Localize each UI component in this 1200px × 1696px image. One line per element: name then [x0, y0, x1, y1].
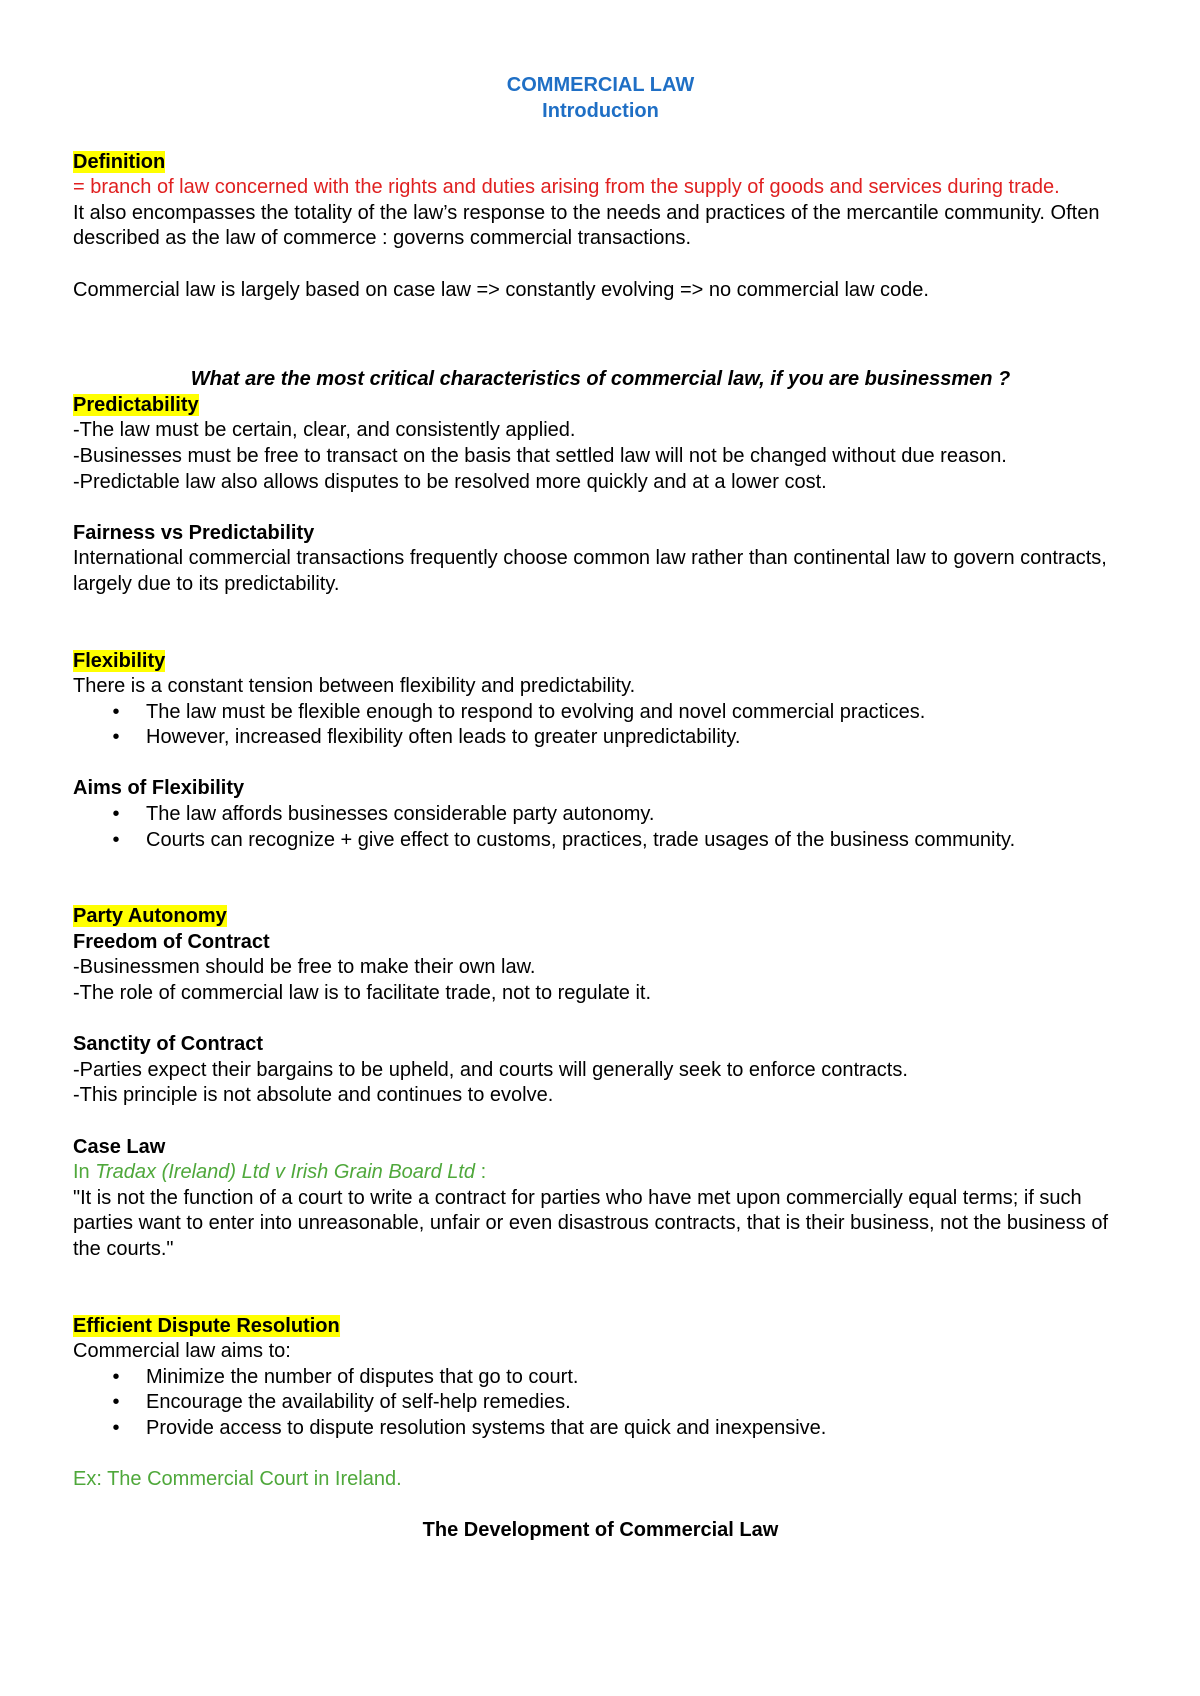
- bullet-icon: •: [112, 1365, 120, 1388]
- flexibility-heading-line: [73, 649, 1128, 675]
- predictability-line: -The law must be certain, clear, and consistently applied.: [73, 419, 576, 442]
- bullet-icon: •: [112, 726, 120, 749]
- list-item: [73, 1416, 1128, 1442]
- bullet-icon: •: [112, 803, 120, 826]
- list-item: [73, 828, 1128, 854]
- case-suffix: :: [475, 1161, 487, 1184]
- definition-heading: Definition: [73, 150, 166, 173]
- sanctity-line: -Parties expect their bargains to be upheld, and courts will generally seek to enforce contracts.: [73, 1058, 908, 1081]
- predictability-heading: Predictability: [73, 393, 199, 416]
- freedom-heading: Freedom of Contract: [73, 930, 270, 953]
- freedom-line: -Businessmen should be free to make their own law.: [73, 956, 536, 979]
- dispute-heading: Efficient Dispute Resolution: [73, 1314, 340, 1337]
- fairness-text: International commercial transactions frequently choose common law rather than continental law to govern contracts, largely due to its predictability.: [73, 547, 1107, 595]
- case-prefix: In: [73, 1161, 96, 1184]
- dispute-heading-line: [73, 1314, 1128, 1340]
- case-quote: "It is not the function of a court to write a contract for parties who have met upon commercially equal terms; if such parties want to enter into unreasonable, unfair or even disastrous contracts, that is their business, not the business of the courts.": [73, 1186, 1109, 1260]
- caselaw-heading: Case Law: [73, 1135, 166, 1158]
- aims-heading: Aims of Flexibility: [73, 777, 245, 800]
- definition-para-2: Commercial law is largely based on case law => constantly evolving => no commercial law code.: [73, 278, 929, 301]
- predictability-heading-line: [73, 393, 1128, 419]
- bullet-icon: •: [112, 1391, 120, 1414]
- list-item-text: However, increased flexibility often leads to greater unpredictability.: [146, 726, 741, 749]
- document-subtitle: Introduction: [542, 100, 659, 122]
- aims-list: [73, 802, 1128, 853]
- freedom-line: -The role of commercial law is to facilitate trade, not to regulate it.: [73, 982, 652, 1005]
- list-item: [73, 725, 1128, 751]
- question-heading: What are the most critical characteristics of commercial law, if you are businessmen ?: [190, 368, 1011, 391]
- list-item-text: Courts can recognize + give effect to customs, practices, trade usages of the business community.: [146, 828, 1016, 851]
- dispute-list: [73, 1365, 1128, 1442]
- definition-text: = branch of law concerned with the rights and duties arising from the supply of goods and services during trade.: [73, 176, 1060, 199]
- list-item: [73, 700, 1128, 726]
- list-item-text: Provide access to dispute resolution systems that are quick and inexpensive.: [146, 1416, 827, 1439]
- definition-para-1: It also encompasses the totality of the law’s response to the needs and practices of the mercantile community. Often described as the law of commerce : governs commercial transactions.: [73, 201, 1100, 250]
- list-item-text: The law must be flexible enough to respond to evolving and novel commercial practices.: [146, 700, 926, 723]
- sanctity-heading: Sanctity of Contract: [73, 1033, 264, 1056]
- case-citation: [73, 1160, 1128, 1186]
- definition-heading-line: [73, 150, 1128, 176]
- autonomy-heading-line: [73, 904, 1128, 930]
- sanctity-line: -This principle is not absolute and continues to evolve.: [73, 1084, 554, 1107]
- list-item: [73, 1390, 1128, 1416]
- list-item-text: The law affords businesses considerable party autonomy.: [146, 803, 655, 826]
- list-item-text: Encourage the availability of self-help remedies.: [146, 1391, 571, 1414]
- list-item-text: Minimize the number of disputes that go to court.: [146, 1365, 579, 1388]
- flexibility-heading: Flexibility: [73, 649, 166, 672]
- predictability-line: -Businesses must be free to transact on the basis that settled law will not be changed without due reason.: [73, 444, 1007, 467]
- fairness-heading: Fairness vs Predictability: [73, 521, 315, 544]
- dispute-intro: Commercial law aims to:: [73, 1340, 291, 1363]
- list-item: [73, 1365, 1128, 1391]
- flexibility-intro: There is a constant tension between flexibility and predictability.: [73, 675, 636, 698]
- predictability-line: -Predictable law also allows disputes to be resolved more quickly and at a lower cost.: [73, 470, 827, 493]
- document-title: COMMERCIAL LAW: [506, 74, 695, 96]
- bullet-icon: •: [112, 700, 120, 723]
- list-item: [73, 802, 1128, 828]
- bullet-icon: •: [112, 1416, 120, 1439]
- flexibility-list: [73, 700, 1128, 751]
- autonomy-heading: Party Autonomy: [73, 905, 227, 928]
- case-name: Tradax (Ireland) Ltd v Irish Grain Board Ltd: [95, 1161, 476, 1184]
- next-section-heading: The Development of Commercial Law: [422, 1519, 779, 1542]
- bullet-icon: •: [112, 828, 120, 851]
- dispute-example: Ex: The Commercial Court in Ireland.: [73, 1468, 402, 1491]
